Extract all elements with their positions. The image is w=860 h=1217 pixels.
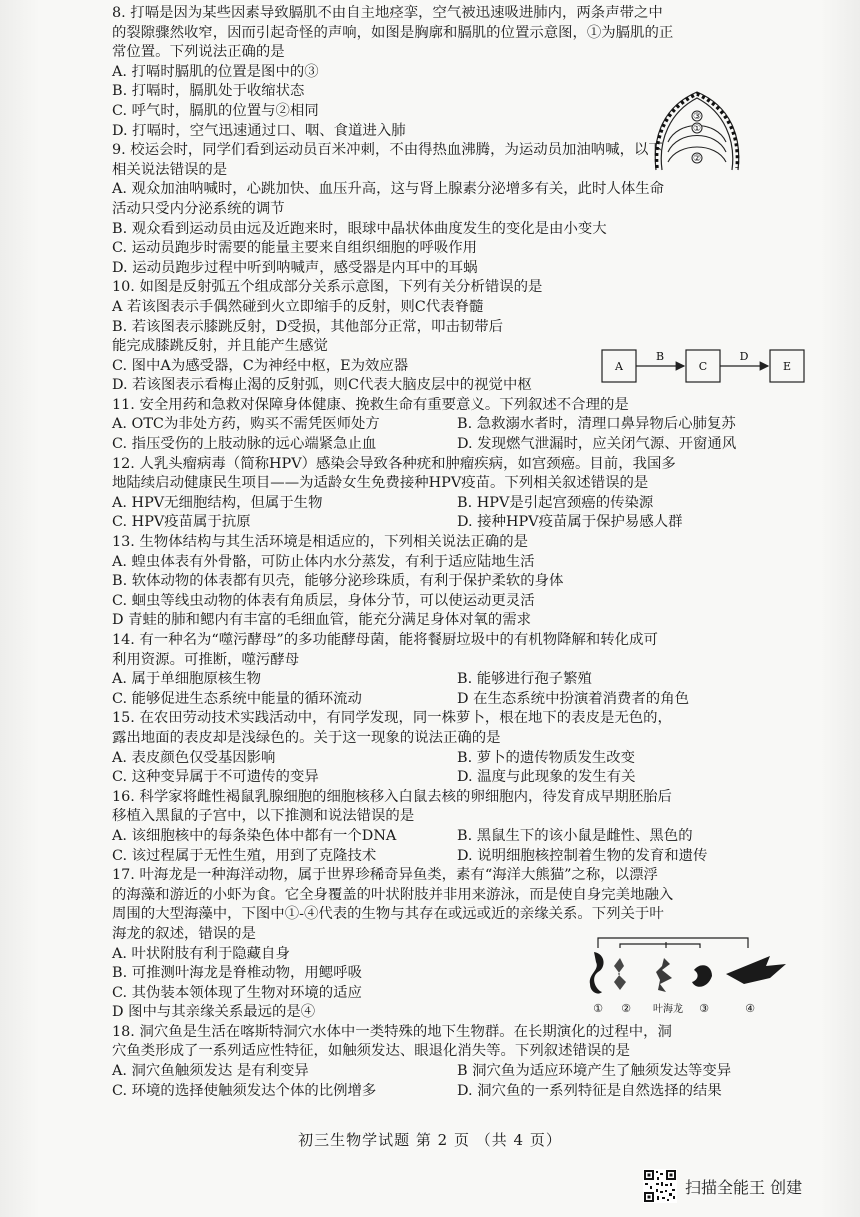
answer-option: D. 说明细胞核控制着生物的发育和遗传 xyxy=(457,847,708,864)
tree-label-1: ① xyxy=(593,1002,603,1015)
question-12 xyxy=(112,455,802,533)
answer-option: C. 蛔虫等线虫动物的体表有角质层，身体分节，可以使运动更灵活 xyxy=(112,592,535,609)
phylogeny-figure xyxy=(580,934,790,1016)
answer-option: A 若该图表示手偶然碰到火立即缩手的反射，则C代表脊髓 xyxy=(112,298,484,315)
question-stem-line: 的海藻和游近的小虾为食。它全身覆盖的叶状附肢并非用来游泳，而是使自身完美地融入 xyxy=(112,886,674,903)
answer-option: C. 能够促进生态系统中能量的循环流动 xyxy=(112,690,362,707)
question-stem-line: 18. 洞穴鱼是生活在喀斯特洞穴水体中一类特殊的地下生物群。在长期演化的过程中，洞 xyxy=(112,1023,672,1040)
answer-option: B. 急救溺水者时，清理口鼻异物后心肺复苏 xyxy=(457,416,736,433)
answer-option: B. 观众看到运动员由远及近跑来时，眼球中晶状体曲度发生的变化是由小变大 xyxy=(112,220,607,237)
question-stem-line: 8. 打嗝是因为某些因素导致膈肌不由自主地痉挛，空气被迅速吸进肺内，两条声带之中 xyxy=(112,5,663,21)
answer-option: D 图中与其亲缘关系最远的是④ xyxy=(112,1004,316,1021)
answer-option: D 在生态系统中扮演着消费者的角色 xyxy=(457,690,689,707)
question-stem-line: 地陆续启动健康民生项目——为适龄女生免费接种HPV疫苗。下列相关叙述错误的是 xyxy=(112,475,649,492)
answer-option: C. HPV疫苗属于抗原 xyxy=(112,514,251,531)
answer-option-row xyxy=(112,435,802,455)
tree-label-leafy-seadragon: 叶海龙 xyxy=(653,1004,683,1015)
answer-option: 活动只受内分泌系统的调节 xyxy=(112,200,285,217)
answer-option: B 洞穴鱼为适应环境产生了触须发达等变异 xyxy=(457,1063,732,1080)
question-stem-line: 相关说法错误的是 xyxy=(112,161,228,178)
answer-option: B. 可推测叶海龙是脊椎动物，用鳃呼吸 xyxy=(112,965,362,982)
answer-option: A. 打嗝时膈肌的位置是图中的③ xyxy=(112,63,319,80)
answer-option-row xyxy=(112,513,802,533)
diaphragm-label-1: ① xyxy=(692,124,702,134)
arc-arrow-d: D xyxy=(739,350,749,363)
answer-option: A. 表皮颜色仅受基因影响 xyxy=(112,749,276,766)
answer-option-row xyxy=(112,749,802,769)
reflex-arc-figure xyxy=(600,346,806,386)
question-14 xyxy=(112,631,802,709)
question-13 xyxy=(112,533,802,631)
arc-node-a: A xyxy=(615,360,623,373)
question-stem-line: 海龙的叙述，错误的是 xyxy=(112,925,256,942)
answer-option: D. 运动员跑步过程中听到呐喊声，感受器是内耳中的耳蜗 xyxy=(112,259,478,276)
answer-option: A. HPV无细胞结构，但属于生物 xyxy=(112,494,323,511)
answer-option: D. 温度与此现象的发生有关 xyxy=(457,769,636,786)
question-stem-line: 10. 如图是反射弧五个组成部分关系示意图，下列有关分析错误的是 xyxy=(112,279,543,296)
answer-option: D. 若该图表示看梅止渴的反射弧，则C代表大脑皮层中的视觉中枢 xyxy=(112,377,532,394)
answer-option: B. 打嗝时，膈肌处于收缩状态 xyxy=(112,83,305,100)
question-stem-line: 12. 人乳头瘤病毒（简称HPV）感染会导致各种疣和肿瘤疾病，如宫颈癌。目前，我国多 xyxy=(112,455,676,472)
question-stem-line: 14. 有一种名为“噬污酵母”的多功能酵母菌，能将餐厨垃圾中的有机物降解和转化成可 xyxy=(112,632,658,648)
answer-option: A. 洞穴鱼触须发达 是有利变异 xyxy=(112,1063,309,1080)
question-16 xyxy=(112,788,802,866)
answer-option: A. 叶状附肢有利于隐藏自身 xyxy=(112,945,290,962)
question-stem-line: 常位置。下列说法正确的是 xyxy=(112,44,285,61)
answer-option: C. 这种变异属于不可遗传的变异 xyxy=(112,769,319,786)
scanner-watermark xyxy=(643,1168,802,1204)
answer-option: D. 洞穴鱼的一系列特征是自然选择的结果 xyxy=(457,1082,722,1099)
question-stem-line: 16. 科学家将雌性褐鼠乳腺细胞的细胞核移入白鼠去核的卵细胞内，待发育成早期胚胎后 xyxy=(112,788,672,805)
question-stem-line: 13. 生物体结构与其生活环境是相适应的，下列相关说法正确的是 xyxy=(112,534,529,551)
question-stem-line: 移植入黑鼠的子宫中，以下推测和说法错误的是 xyxy=(112,808,415,825)
question-stem-line: 17. 叶海龙是一种海洋动物，属于世界珍稀奇异鱼类，素有“海洋大熊猫”之称，以漂浮 xyxy=(112,867,658,884)
question-11 xyxy=(112,396,802,455)
answer-option: 能完成膝跳反射，并且能产生感觉 xyxy=(112,338,328,355)
answer-option: B. 萝卜的遗传物质发生改变 xyxy=(457,749,636,766)
question-stem-line: 利用资源。可推断，噬污酵母 xyxy=(112,651,300,668)
arc-node-e: E xyxy=(782,360,792,373)
answer-option: B. 能够进行孢子繁殖 xyxy=(457,671,592,688)
question-stem-line: 露出地面的表皮却是浅绿色的。关于这一现象的说法正确的是 xyxy=(112,729,501,746)
answer-option-row xyxy=(112,415,802,435)
question-stem-line: 周围的大型海藻中，下图中①-④代表的生物与其存在或远或近的亲缘关系。下列关于叶 xyxy=(112,906,664,923)
answer-option-row xyxy=(112,847,802,867)
answer-option-row xyxy=(112,827,802,847)
question-stem-line: 的裂隙骤然收窄，因而引起奇怪的声响，如图是胸廓和膈肌的位置示意图，①为膈肌的正 xyxy=(112,24,674,41)
answer-option: B. 若该图表示膝跳反射，D受损，其他部分正常，叩击韧带后 xyxy=(112,318,504,335)
question-stem-line: 9. 校运会时，同学们看到运动员百米冲刺，不由得热血沸腾，为运动员加油呐喊，以下 xyxy=(112,142,663,159)
watermark-text: 扫描全能王 创建 xyxy=(685,1177,803,1197)
answer-option: A. OTC为非处方药，购买不需凭医师处方 xyxy=(112,416,380,433)
answer-option-row xyxy=(112,690,802,710)
question-15 xyxy=(112,709,802,787)
answer-option: B. 黑鼠生下的该小鼠是雌性、黑色的 xyxy=(457,827,693,844)
answer-option: C. 指压受伤的上肢动脉的远心端紧急止血 xyxy=(112,436,377,453)
answer-option: D. 接种HPV疫苗属于保护易感人群 xyxy=(457,514,683,531)
answer-option: C. 呼气时，膈肌的位置与②相同 xyxy=(112,102,319,119)
question-stem-line: 穴鱼类形成了一系列适应性特征，如触须发达、眼退化消失等。下列叙述错误的是 xyxy=(112,1043,631,1060)
answer-option: C. 其伪装本领体现了生物对环境的适应 xyxy=(112,984,362,1001)
answer-option: D. 发现燃气泄漏时，应关闭气源、开窗通风 xyxy=(457,436,737,453)
answer-option: B. 软体动物的体表都有贝壳，能够分泌珍珠质，有利于保护柔软的身体 xyxy=(112,573,564,590)
diaphragm-label-2: ② xyxy=(692,154,702,164)
question-18 xyxy=(112,1023,802,1101)
answer-option: C. 图中A为感受器，C为神经中枢，E为效应器 xyxy=(112,357,409,374)
question-stem-line: 11. 安全用药和急救对保障身体健康、挽救生命有重要意义。下列叙述不合理的是 xyxy=(112,396,629,413)
page-footer: 初三生物学试题 第 2 页 （共 4 页） xyxy=(298,1131,562,1149)
answer-option: D. 打嗝时，空气迅速通过口、咽、食道进入肺 xyxy=(112,122,406,139)
answer-option: A. 该细胞核中的每条染色体中都有一个DNA xyxy=(112,827,397,844)
answer-option: C. 该过程属于无性生殖，用到了克隆技术 xyxy=(112,847,377,864)
question-stem-line: 15. 在农田劳动技术实践活动中，有同学发现，同一株萝卜，根在地下的表皮是无色的， xyxy=(112,710,672,727)
tree-label-2: ② xyxy=(621,1002,631,1015)
arc-node-c: C xyxy=(698,360,708,373)
answer-option: B. HPV是引起宫颈癌的传染源 xyxy=(457,494,654,511)
answer-option-row xyxy=(112,670,802,690)
tree-label-4: ④ xyxy=(745,1002,755,1015)
tree-label-3: ③ xyxy=(699,1002,709,1015)
answer-option: A. 属于单细胞原核生物 xyxy=(112,671,262,688)
answer-option: A. 蝗虫体表有外骨骼，可防止体内水分蒸发，有利于适应陆地生活 xyxy=(112,553,535,570)
answer-option-row xyxy=(112,1062,802,1082)
diaphragm-figure xyxy=(648,86,746,172)
answer-option: C. 环境的选择使触须发达个体的比例增多 xyxy=(112,1082,377,1099)
qr-code-icon xyxy=(643,1169,677,1203)
arc-arrow-b: B xyxy=(655,350,665,363)
answer-option-row xyxy=(112,494,802,514)
answer-option-row xyxy=(112,1082,802,1102)
diaphragm-label-3: ③ xyxy=(692,112,702,122)
answer-option: D 青蛙的肺和鳃内有丰富的毛细血管，能充分满足身体对氧的需求 xyxy=(112,612,532,629)
answer-option: A. 观众加油呐喊时，心跳加快、血压升高，这与肾上腺素分泌增多有关，此时人体生命 xyxy=(112,181,664,198)
answer-option: C. 运动员跑步时需要的能量主要来自组织细胞的呼吸作用 xyxy=(112,240,478,257)
answer-option-row xyxy=(112,768,802,788)
